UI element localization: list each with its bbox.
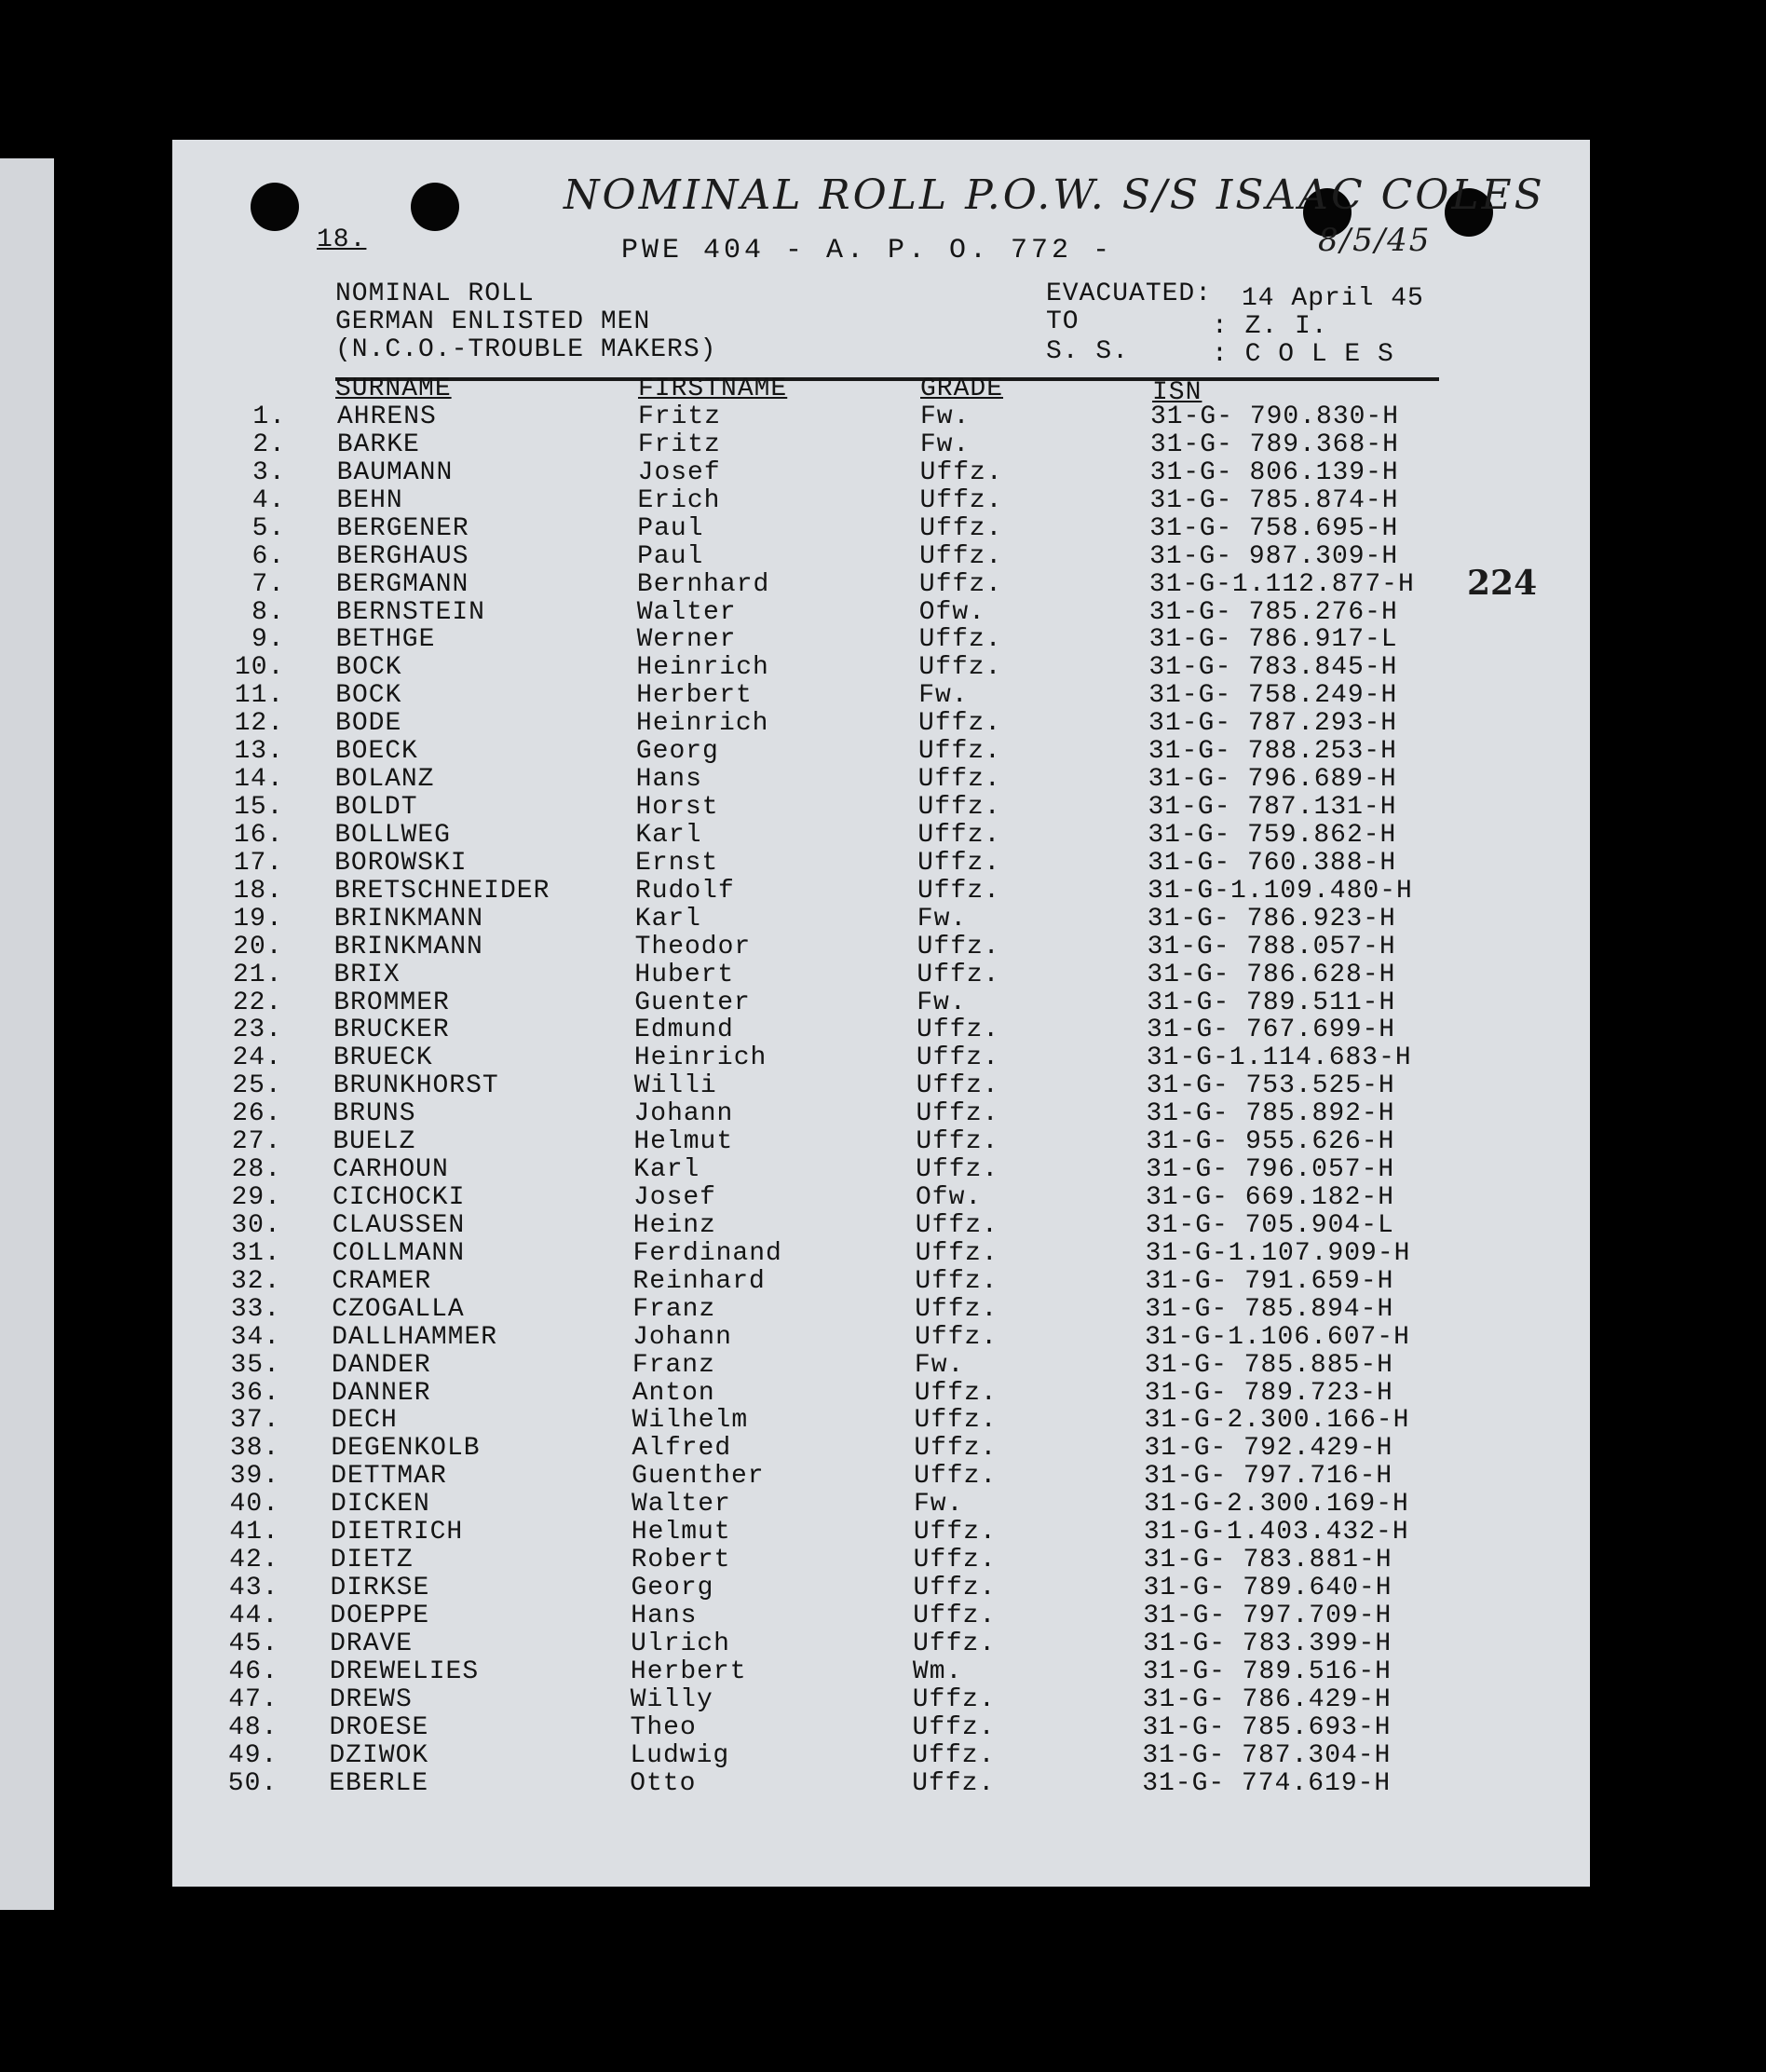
- row-grade: Uffz.: [916, 1155, 999, 1185]
- row-surname: BRINKMANN: [333, 904, 483, 934]
- row-isn: 31-G- 790.830-H: [1150, 402, 1400, 431]
- row-firstname: Johann: [633, 1099, 734, 1129]
- row-number: 1.: [252, 402, 286, 431]
- row-surname: CICHOCKI: [332, 1183, 466, 1213]
- row-number: 39.: [229, 1462, 280, 1492]
- row-number: 43.: [229, 1574, 279, 1603]
- row-number: 49.: [227, 1740, 278, 1770]
- row-surname: BRUNKHORST: [333, 1071, 499, 1101]
- row-firstname: Hubert: [634, 960, 735, 989]
- row-number: 27.: [231, 1127, 282, 1157]
- row-number: 8.: [251, 597, 285, 627]
- row-firstname: Josef: [632, 1183, 716, 1213]
- row-isn: 31-G- 792.429-H: [1144, 1434, 1393, 1464]
- row-surname: BAUMANN: [336, 457, 454, 487]
- row-grade: Uffz.: [919, 541, 1003, 571]
- row-isn: 31-G-1.112.877-H: [1148, 569, 1415, 599]
- row-isn: 31-G- 758.695-H: [1149, 513, 1399, 543]
- row-surname: DANDER: [331, 1350, 431, 1380]
- row-isn: 31-G- 796.689-H: [1148, 765, 1397, 795]
- row-grade: Fw.: [914, 1350, 965, 1380]
- row-surname: BOLANZ: [334, 765, 435, 795]
- row-grade: Fw.: [917, 988, 967, 1017]
- row-number: 48.: [228, 1712, 278, 1742]
- row-firstname: Ferdinand: [632, 1238, 782, 1268]
- row-grade: Uffz.: [916, 1043, 999, 1073]
- row-surname: COLLMANN: [332, 1238, 466, 1268]
- row-surname: CLAUSSEN: [332, 1210, 466, 1240]
- row-surname: DETTMAR: [331, 1462, 447, 1492]
- row-isn: 31-G- 785.894-H: [1145, 1294, 1394, 1324]
- row-firstname: Franz: [632, 1294, 716, 1324]
- row-firstname: Heinrich: [636, 709, 769, 739]
- punch-hole: [251, 183, 299, 231]
- row-firstname: Herbert: [636, 681, 753, 711]
- row-isn: 31-G- 785.885-H: [1144, 1350, 1393, 1380]
- row-grade: Uffz.: [917, 793, 1001, 823]
- row-grade: Uffz.: [916, 1071, 999, 1101]
- row-number: 15.: [234, 793, 284, 823]
- row-grade: Uffz.: [914, 1462, 998, 1492]
- row-surname: CZOGALLA: [332, 1294, 465, 1324]
- row-isn: 31-G- 753.525-H: [1146, 1071, 1395, 1101]
- row-surname: CARHOUN: [333, 1155, 449, 1185]
- row-surname: EBERLE: [329, 1768, 429, 1798]
- row-number: 46.: [228, 1656, 278, 1686]
- row-grade: Uffz.: [917, 820, 1001, 850]
- row-isn: 31-G-2.300.166-H: [1144, 1406, 1410, 1436]
- row-number: 20.: [233, 932, 283, 961]
- row-isn: 31-G- 783.845-H: [1148, 653, 1398, 683]
- row-firstname: Theo: [630, 1712, 697, 1742]
- row-surname: DANNER: [331, 1378, 431, 1408]
- row-surname: BETHGE: [335, 625, 436, 655]
- row-isn: 31-G- 705.904-L: [1145, 1210, 1394, 1240]
- row-firstname: Ludwig: [630, 1740, 730, 1770]
- row-grade: Uffz.: [916, 1099, 999, 1129]
- row-grade: Uffz.: [915, 1210, 998, 1240]
- row-isn: 31-G- 785.892-H: [1146, 1099, 1395, 1129]
- row-isn: 31-G- 785.874-H: [1149, 485, 1399, 515]
- row-surname: DRAVE: [330, 1629, 414, 1658]
- row-number: 36.: [230, 1378, 280, 1408]
- row-firstname: Ernst: [635, 848, 719, 878]
- row-firstname: Georg: [631, 1574, 714, 1603]
- row-number: 47.: [228, 1684, 278, 1714]
- row-number: 2.: [252, 429, 286, 459]
- row-isn: 31-G- 783.399-H: [1143, 1629, 1392, 1658]
- row-surname: BERGHAUS: [336, 541, 469, 571]
- row-grade: Fw.: [918, 681, 969, 711]
- row-number: 9.: [251, 625, 285, 655]
- ss-label: S. S.: [1046, 337, 1130, 366]
- evacuated-value: 14 April 45: [1242, 284, 1424, 313]
- row-number: 22.: [232, 988, 283, 1017]
- row-number: 31.: [231, 1238, 281, 1268]
- row-firstname: Hans: [631, 1601, 698, 1630]
- row-isn: 31-G- 789.516-H: [1142, 1656, 1392, 1686]
- row-firstname: Horst: [635, 793, 719, 823]
- row-surname: BOECK: [334, 737, 418, 767]
- row-grade: Uffz.: [915, 1238, 998, 1268]
- row-grade: Uffz.: [916, 1127, 999, 1157]
- row-firstname: Willy: [630, 1684, 713, 1714]
- row-isn: 31-G-1.109.480-H: [1147, 876, 1413, 906]
- handwritten-date: 8/5/45: [1318, 222, 1432, 259]
- row-surname: DALLHAMMER: [332, 1322, 498, 1352]
- row-grade: Fw.: [920, 402, 971, 431]
- row-surname: BERNSTEIN: [335, 597, 485, 627]
- row-grade: Uffz.: [913, 1601, 997, 1630]
- row-isn: 31-G- 789.723-H: [1144, 1378, 1393, 1408]
- row-grade: Wm.: [912, 1656, 963, 1686]
- row-surname: BRUNS: [333, 1099, 416, 1129]
- row-grade: Fw.: [919, 429, 971, 459]
- row-grade: Fw.: [913, 1490, 964, 1520]
- row-isn: 31-G- 783.881-H: [1143, 1546, 1392, 1575]
- row-isn: 31-G- 758.249-H: [1148, 681, 1398, 711]
- row-surname: DIETZ: [330, 1546, 414, 1575]
- row-surname: DROESE: [329, 1712, 429, 1742]
- row-number: 28.: [231, 1155, 282, 1185]
- row-firstname: Rudolf: [634, 876, 735, 906]
- row-grade: Uffz.: [917, 848, 1001, 878]
- row-isn: 31-G-1.107.909-H: [1145, 1238, 1411, 1268]
- header-left-line-1: NOMINAL ROLL: [335, 279, 535, 308]
- col-header-isn: ISN: [1152, 378, 1202, 407]
- row-isn: 31-G- 791.659-H: [1145, 1266, 1394, 1296]
- row-number: 11.: [234, 681, 285, 711]
- row-surname: BRETSCHNEIDER: [333, 876, 550, 906]
- row-firstname: Erich: [637, 485, 721, 515]
- row-number: 13.: [234, 737, 284, 767]
- row-firstname: Paul: [637, 513, 704, 543]
- row-grade: Uffz.: [917, 960, 1000, 989]
- row-surname: DICKEN: [330, 1490, 430, 1520]
- row-number: 17.: [233, 848, 284, 878]
- row-firstname: Reinhard: [632, 1266, 766, 1296]
- row-number: 16.: [233, 820, 284, 850]
- row-firstname: Helmut: [631, 1518, 731, 1547]
- row-number: 30.: [231, 1210, 281, 1240]
- row-isn: 31-G- 796.057-H: [1146, 1155, 1395, 1185]
- row-grade: Uffz.: [918, 653, 1002, 683]
- handwritten-title: NOMINAL ROLL P.O.W. S/S ISAAC COLES: [564, 171, 1545, 219]
- row-firstname: Karl: [634, 904, 701, 934]
- row-surname: BARKE: [336, 429, 420, 459]
- row-number: 14.: [234, 765, 284, 795]
- row-grade: Uffz.: [915, 1266, 998, 1296]
- evacuated-label: EVACUATED:: [1046, 279, 1213, 308]
- row-surname: DZIWOK: [329, 1740, 429, 1770]
- row-grade: Uffz.: [915, 1322, 998, 1352]
- row-surname: DEGENKOLB: [331, 1434, 481, 1464]
- row-surname: BOLDT: [334, 793, 418, 823]
- row-surname: BERGENER: [336, 513, 469, 543]
- ss-value: : C O L E S: [1212, 340, 1394, 369]
- row-surname: BERGMANN: [335, 569, 469, 599]
- row-surname: BUELZ: [333, 1127, 416, 1157]
- row-firstname: Otto: [630, 1768, 697, 1798]
- row-isn: 31-G- 797.709-H: [1143, 1601, 1392, 1630]
- row-number: 21.: [232, 960, 283, 989]
- row-grade: Uffz.: [917, 765, 1001, 795]
- row-number: 41.: [229, 1518, 279, 1547]
- row-firstname: Johann: [632, 1322, 732, 1352]
- punch-hole: [411, 183, 459, 231]
- row-grade: Uffz.: [914, 1434, 998, 1464]
- row-surname: BOLLWEG: [334, 820, 451, 850]
- row-grade: Uffz.: [917, 876, 1000, 906]
- row-grade: Uffz.: [912, 1712, 996, 1742]
- row-firstname: Anton: [632, 1378, 715, 1408]
- row-number: 19.: [233, 904, 283, 934]
- to-value: : Z. I.: [1212, 312, 1328, 341]
- row-firstname: Franz: [632, 1350, 715, 1380]
- row-isn: 31-G-1.403.432-H: [1143, 1518, 1409, 1547]
- row-isn: 31-G- 789.511-H: [1147, 988, 1396, 1017]
- row-number: 32.: [231, 1266, 281, 1296]
- row-isn: 31-G- 789.640-H: [1143, 1574, 1392, 1603]
- row-grade: Uffz.: [914, 1406, 998, 1436]
- row-isn: 31-G- 788.253-H: [1148, 737, 1397, 767]
- row-firstname: Walter: [636, 597, 737, 627]
- col-header-surname: SURNAME: [335, 375, 452, 403]
- row-grade: Uffz.: [915, 1294, 998, 1324]
- row-firstname: Helmut: [633, 1127, 734, 1157]
- row-surname: BODE: [335, 709, 402, 739]
- row-firstname: Guenther: [632, 1462, 765, 1492]
- row-surname: BROMMER: [333, 988, 450, 1017]
- row-grade: Uffz.: [917, 1016, 1000, 1045]
- row-number: 29.: [231, 1183, 281, 1213]
- row-firstname: Ulrich: [631, 1629, 730, 1658]
- header-left-line-3: (N.C.O.-TROUBLE MAKERS): [335, 335, 717, 364]
- row-isn: 31-G- 759.862-H: [1148, 820, 1397, 850]
- row-firstname: Heinz: [632, 1210, 716, 1240]
- row-number: 24.: [232, 1043, 282, 1073]
- col-header-grade: GRADE: [920, 375, 1004, 403]
- row-isn: 31-G- 788.057-H: [1147, 932, 1396, 961]
- row-surname: BOROWSKI: [334, 848, 468, 878]
- row-isn: 31-G-2.300.169-H: [1143, 1490, 1409, 1520]
- row-surname: AHRENS: [337, 402, 437, 431]
- row-firstname: Hans: [635, 765, 702, 795]
- row-firstname: Karl: [635, 820, 702, 850]
- row-grade: Uffz.: [913, 1546, 997, 1575]
- row-firstname: Georg: [635, 737, 719, 767]
- row-grade: Uffz.: [912, 1740, 996, 1770]
- row-grade: Uffz.: [919, 485, 1003, 515]
- row-number: 40.: [229, 1490, 279, 1520]
- row-surname: DIETRICH: [330, 1518, 464, 1547]
- header-rule: [335, 377, 1439, 381]
- row-firstname: Heinrich: [633, 1043, 768, 1073]
- row-firstname: Heinrich: [636, 653, 769, 683]
- row-grade: Uffz.: [919, 457, 1003, 487]
- row-number: 33.: [230, 1294, 281, 1324]
- row-surname: DIRKSE: [330, 1574, 430, 1603]
- row-firstname: Fritz: [637, 429, 721, 459]
- row-firstname: Edmund: [634, 1016, 734, 1045]
- row-isn: 31-G- 955.626-H: [1146, 1127, 1395, 1157]
- row-isn: 31-G- 787.293-H: [1148, 709, 1398, 739]
- row-number: 7.: [251, 569, 285, 599]
- row-surname: BRUECK: [333, 1043, 433, 1073]
- row-number: 35.: [230, 1350, 280, 1380]
- row-surname: DOEPPE: [330, 1601, 430, 1630]
- row-number: 4.: [251, 485, 286, 515]
- row-isn: 31-G- 806.139-H: [1149, 457, 1399, 487]
- row-number: 44.: [228, 1601, 279, 1630]
- row-surname: DREWS: [329, 1684, 413, 1714]
- row-number: 26.: [232, 1099, 282, 1129]
- row-firstname: Bernhard: [636, 569, 770, 599]
- row-isn: 31-G- 774.619-H: [1142, 1768, 1392, 1798]
- row-firstname: Fritz: [638, 402, 722, 431]
- row-grade: Uffz.: [919, 513, 1003, 543]
- row-grade: Ofw.: [918, 597, 985, 627]
- row-firstname: Walter: [631, 1490, 731, 1520]
- row-surname: CRAMER: [332, 1266, 432, 1296]
- row-firstname: Paul: [637, 541, 704, 571]
- row-isn: 31-G- 797.716-H: [1144, 1462, 1393, 1492]
- row-grade: Uffz.: [914, 1378, 998, 1408]
- row-firstname: Guenter: [634, 988, 751, 1017]
- row-isn: 31-G- 669.182-H: [1145, 1183, 1395, 1213]
- row-firstname: Alfred: [632, 1434, 732, 1464]
- row-firstname: Theodor: [634, 932, 752, 961]
- to-label: TO: [1046, 307, 1080, 336]
- row-number: 42.: [229, 1546, 279, 1575]
- row-firstname: Robert: [631, 1546, 731, 1575]
- row-firstname: Josef: [637, 457, 721, 487]
- adjacent-page-edge: [0, 158, 54, 1910]
- row-surname: DREWELIES: [329, 1656, 480, 1686]
- row-number: 34.: [230, 1322, 281, 1352]
- row-grade: Uffz.: [918, 625, 1002, 655]
- row-isn: 31-G- 786.917-L: [1148, 625, 1398, 655]
- row-surname: BRUCKER: [333, 1016, 450, 1045]
- row-grade: Ofw.: [915, 1183, 983, 1213]
- row-firstname: Herbert: [630, 1656, 747, 1686]
- page-number: 224: [1467, 564, 1538, 603]
- row-grade: Uffz.: [918, 569, 1002, 599]
- row-isn: 31-G- 760.388-H: [1148, 848, 1397, 878]
- row-surname: BRIX: [333, 960, 401, 989]
- row-isn: 31-G-1.114.683-H: [1146, 1043, 1412, 1073]
- row-isn: 31-G- 786.923-H: [1147, 904, 1396, 934]
- row-isn: 31-G- 987.309-H: [1149, 541, 1399, 571]
- row-number: 18.: [233, 876, 283, 906]
- row-isn: 31-G- 786.628-H: [1147, 960, 1396, 989]
- row-number: 25.: [232, 1071, 282, 1101]
- row-grade: Uffz.: [912, 1684, 996, 1714]
- row-firstname: Wilhelm: [632, 1406, 749, 1436]
- row-firstname: Willi: [633, 1071, 717, 1101]
- row-grade: Uffz.: [918, 709, 1002, 739]
- row-number: 38.: [229, 1434, 280, 1464]
- row-firstname: Werner: [636, 625, 737, 655]
- row-firstname: Karl: [633, 1155, 700, 1185]
- row-number: 12.: [234, 709, 285, 739]
- row-isn: 31-G- 786.429-H: [1142, 1684, 1392, 1714]
- row-grade: Uffz.: [913, 1574, 997, 1603]
- document-page: [172, 140, 1590, 1887]
- row-number: 37.: [230, 1406, 280, 1436]
- row-grade: Uffz.: [912, 1768, 996, 1798]
- row-grade: Uffz.: [917, 737, 1001, 767]
- row-surname: BEHN: [336, 485, 403, 515]
- row-number: 6.: [251, 541, 286, 571]
- row-grade: Uffz.: [913, 1629, 997, 1658]
- row-isn: 31-G- 785.276-H: [1148, 597, 1398, 627]
- row-surname: DECH: [331, 1406, 398, 1436]
- row-surname: BRINKMANN: [333, 932, 483, 961]
- row-number: 5.: [251, 513, 286, 543]
- reference-line: PWE 404 - A. P. O. 772 -: [621, 235, 1114, 266]
- col-header-firstname: FIRSTNAME: [638, 375, 788, 403]
- row-number: 50.: [227, 1768, 278, 1798]
- row-surname: BOCK: [335, 681, 402, 711]
- header-left-line-2: GERMAN ENLISTED MEN: [335, 307, 651, 336]
- row-isn: 31-G- 785.693-H: [1142, 1712, 1392, 1742]
- row-isn: 31-G- 767.699-H: [1147, 1016, 1396, 1045]
- sheet-number: 18.: [317, 225, 367, 254]
- row-number: 45.: [228, 1629, 279, 1658]
- row-isn: 31-G- 787.304-H: [1142, 1740, 1392, 1770]
- row-isn: 31-G- 789.368-H: [1149, 429, 1399, 459]
- row-isn: 31-G-1.106.607-H: [1145, 1322, 1410, 1352]
- row-isn: 31-G- 787.131-H: [1148, 793, 1397, 823]
- row-number: 10.: [234, 653, 285, 683]
- row-surname: BOCK: [335, 653, 402, 683]
- row-number: 3.: [252, 457, 286, 487]
- row-number: 23.: [232, 1016, 283, 1045]
- row-grade: Uffz.: [913, 1518, 997, 1547]
- row-grade: Uffz.: [917, 932, 1000, 961]
- row-grade: Fw.: [917, 904, 968, 934]
